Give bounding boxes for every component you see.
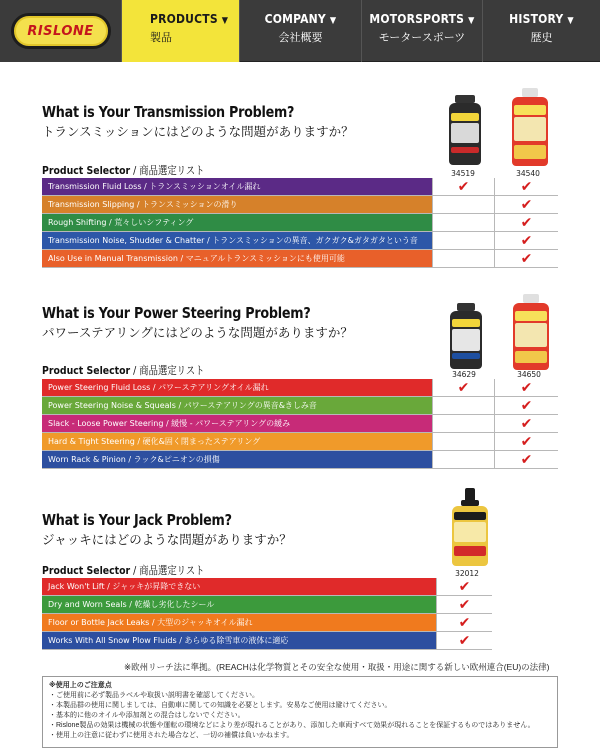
row-label: Hard & Tight Steering / 硬化&固く閉まったステアリング — [42, 433, 432, 450]
check-cell — [494, 415, 558, 432]
check-cell — [432, 178, 494, 195]
selector-en: Product Selector — [42, 164, 131, 177]
product-34650-bottle-image[interactable] — [512, 294, 550, 370]
product-34629-bottle-image[interactable] — [449, 303, 483, 369]
check-cell — [432, 379, 494, 396]
product-32012-bottle-image[interactable] — [451, 488, 489, 566]
check-cell — [494, 433, 558, 450]
logo-text: RISLONE — [27, 23, 94, 39]
check-icon: ✔ — [458, 614, 471, 631]
table-row — [42, 433, 558, 451]
usage-note: ・基本的に他のオイルや添加剤との混合はしないでください。 — [49, 712, 245, 719]
check-cell — [436, 614, 492, 631]
table-row — [42, 397, 558, 415]
check-cell — [432, 397, 494, 414]
row-label: Transmission Noise, Shudder & Chatter / トランスミッションの異音、ガクガク&ガタガタという音 — [42, 232, 432, 249]
check-cell — [494, 178, 558, 195]
transmission-title: What is Your Transmission Problem? — [42, 103, 295, 121]
table-row — [42, 415, 558, 433]
check-cell — [432, 214, 494, 231]
nav-history-jp: 歴史 — [530, 32, 553, 44]
eu-reach-note: ※欧州リーチ法に準拠。(REACHは化学物質とその安全な使用・取扱・用途に関する新しい欧州連合(EU)の法律) — [124, 662, 550, 672]
table-row — [42, 451, 558, 469]
check-icon: ✔ — [520, 415, 533, 432]
nav-history-label: HISTORY — [509, 12, 564, 26]
check-icon: ✔ — [458, 632, 471, 649]
check-cell — [494, 232, 558, 249]
caret-down-icon: ▼ — [468, 16, 475, 26]
transmission-product-selector-label — [42, 162, 205, 178]
product-code-34540: 34540 — [516, 169, 540, 178]
row-label: Rough Shifting / 荒々しいシフティング — [42, 214, 432, 231]
check-icon: ✔ — [520, 196, 533, 213]
selector-jp: / 商品選定リスト — [130, 164, 205, 177]
jack-title: What is Your Jack Problem? — [42, 511, 232, 529]
check-icon: ✔ — [458, 578, 471, 595]
check-icon: ✔ — [520, 379, 533, 396]
row-label: Worn Rack & Pinion / ラック&ピニオンの損傷 — [42, 451, 432, 468]
row-label: Also Use in Manual Transmission / マニュアルトランスミッションにも使用可能 — [42, 250, 432, 267]
table-row — [42, 178, 558, 196]
check-icon: ✔ — [520, 397, 533, 414]
table-row — [42, 379, 558, 397]
row-label: Power Steering Fluid Loss / パワーステアリングオイル漏れ — [42, 379, 432, 396]
steering-product-selector-label — [42, 362, 205, 378]
jack-product-selector-label — [42, 562, 205, 578]
top-navigation-bar — [0, 0, 600, 62]
selector-jp: / 商品選定リスト — [130, 564, 205, 577]
table-row — [42, 196, 558, 214]
nav-motorsports-label: MOTORSPORTS — [369, 12, 465, 26]
steering-selector-table — [42, 379, 558, 469]
table-row — [42, 614, 492, 632]
steering-title: What is Your Power Steering Problem? — [42, 304, 311, 322]
check-icon: ✔ — [457, 379, 470, 396]
transmission-title-jp: トランスミッションにはどのような問題がありますか？ — [42, 125, 354, 139]
nav-products-jp: 製品 — [150, 32, 172, 44]
check-cell — [432, 250, 494, 267]
row-label: Power Steering Noise & Squeals / パワーステアリングの異音&きしみ音 — [42, 397, 432, 414]
row-label: Transmission Fluid Loss / トランスミッションオイル漏れ — [42, 178, 432, 195]
rislone-logo[interactable] — [11, 13, 111, 49]
check-cell — [494, 397, 558, 414]
steering-title-jp: パワーステアリングにはどのような問題がありますか？ — [42, 326, 353, 340]
check-cell — [432, 451, 494, 468]
nav-products-label: PRODUCTS — [150, 12, 218, 26]
nav-motorsports-jp: モータースポーツ — [378, 32, 466, 44]
check-cell — [494, 451, 558, 468]
product-code-32012: 32012 — [455, 569, 479, 578]
table-row — [42, 596, 492, 614]
check-icon: ✔ — [520, 433, 533, 450]
caret-down-icon: ▼ — [221, 16, 229, 26]
check-cell — [436, 578, 492, 595]
check-icon: ✔ — [520, 451, 533, 468]
check-cell — [432, 232, 494, 249]
selector-en: Product Selector — [42, 364, 131, 377]
product-code-34650: 34650 — [517, 370, 541, 379]
row-label: Transmission Slipping / トランスミッションの滑り — [42, 196, 432, 213]
usage-note: ・使用上の注意に従わずに使用された場合など、一切の補償は負いかねます。 — [49, 732, 294, 739]
table-row — [42, 632, 492, 650]
row-label: Slack - Loose Power Steering / 緩慢 - パワーステアリングの緩み — [42, 415, 432, 432]
check-cell — [436, 632, 492, 649]
caret-down-icon: ▼ — [567, 16, 574, 26]
check-cell — [432, 196, 494, 213]
nav-products[interactable] — [122, 0, 240, 62]
check-icon: ✔ — [520, 178, 533, 195]
transmission-selector-table — [42, 178, 558, 268]
row-label: Works With All Snow Plow Fluids / あらゆる除雪車の液体に適応 — [42, 632, 436, 649]
check-cell — [432, 415, 494, 432]
check-cell — [436, 596, 492, 613]
product-34540-bottle-image[interactable] — [510, 88, 550, 166]
row-label: Dry and Worn Seals / 乾燥し劣化したシール — [42, 596, 436, 613]
nav-company-label: COMPANY — [264, 12, 326, 26]
usage-notes-title: ※使用上のご注意点 — [49, 682, 112, 689]
table-row — [42, 578, 492, 596]
table-row — [42, 232, 558, 250]
nav-company[interactable] — [240, 0, 362, 62]
selector-jp: / 商品選定リスト — [130, 364, 205, 377]
logo-cell[interactable] — [0, 0, 122, 62]
check-cell — [494, 250, 558, 267]
nav-company-jp: 会社概要 — [278, 32, 323, 44]
jack-selector-table — [42, 578, 492, 650]
jack-title-jp: ジャッキにはどのような問題がありますか？ — [42, 533, 292, 547]
nav-motorsports[interactable] — [362, 0, 483, 62]
check-cell — [494, 214, 558, 231]
product-code-34519: 34519 — [451, 169, 475, 178]
selector-en: Product Selector — [42, 564, 131, 577]
check-icon: ✔ — [457, 178, 470, 195]
check-icon: ✔ — [520, 214, 533, 231]
product-code-34629: 34629 — [452, 370, 476, 379]
check-cell — [432, 433, 494, 450]
usage-notes-box — [42, 676, 558, 748]
table-row — [42, 250, 558, 268]
usage-note: ・ご使用前に必ず製品ラベルや取扱い説明書を確認してください。 — [49, 692, 259, 699]
row-label: Jack Won't Lift / ジャッキが昇降できない — [42, 578, 436, 595]
caret-down-icon: ▼ — [329, 16, 337, 26]
usage-note: ・Rislone製品の効果は機械の状態や運転の環境などにより差が現れることがあり、添加した車両すべて効果が現れることを保証するものではありません。 — [49, 722, 535, 729]
table-row — [42, 214, 558, 232]
product-34519-bottle-image[interactable] — [448, 95, 482, 165]
check-icon: ✔ — [458, 596, 471, 613]
check-cell — [494, 379, 558, 396]
check-icon: ✔ — [520, 250, 533, 267]
row-label: Floor or Bottle Jack Leaks / 大型のジャッキオイル漏れ — [42, 614, 436, 631]
check-cell — [494, 196, 558, 213]
nav-history[interactable] — [483, 0, 600, 62]
check-icon: ✔ — [520, 232, 533, 249]
usage-note: ・本製品群の使用に関しましては、自動車に関しての知識を必要とします。安易なご使用は避けてください。 — [49, 702, 392, 709]
